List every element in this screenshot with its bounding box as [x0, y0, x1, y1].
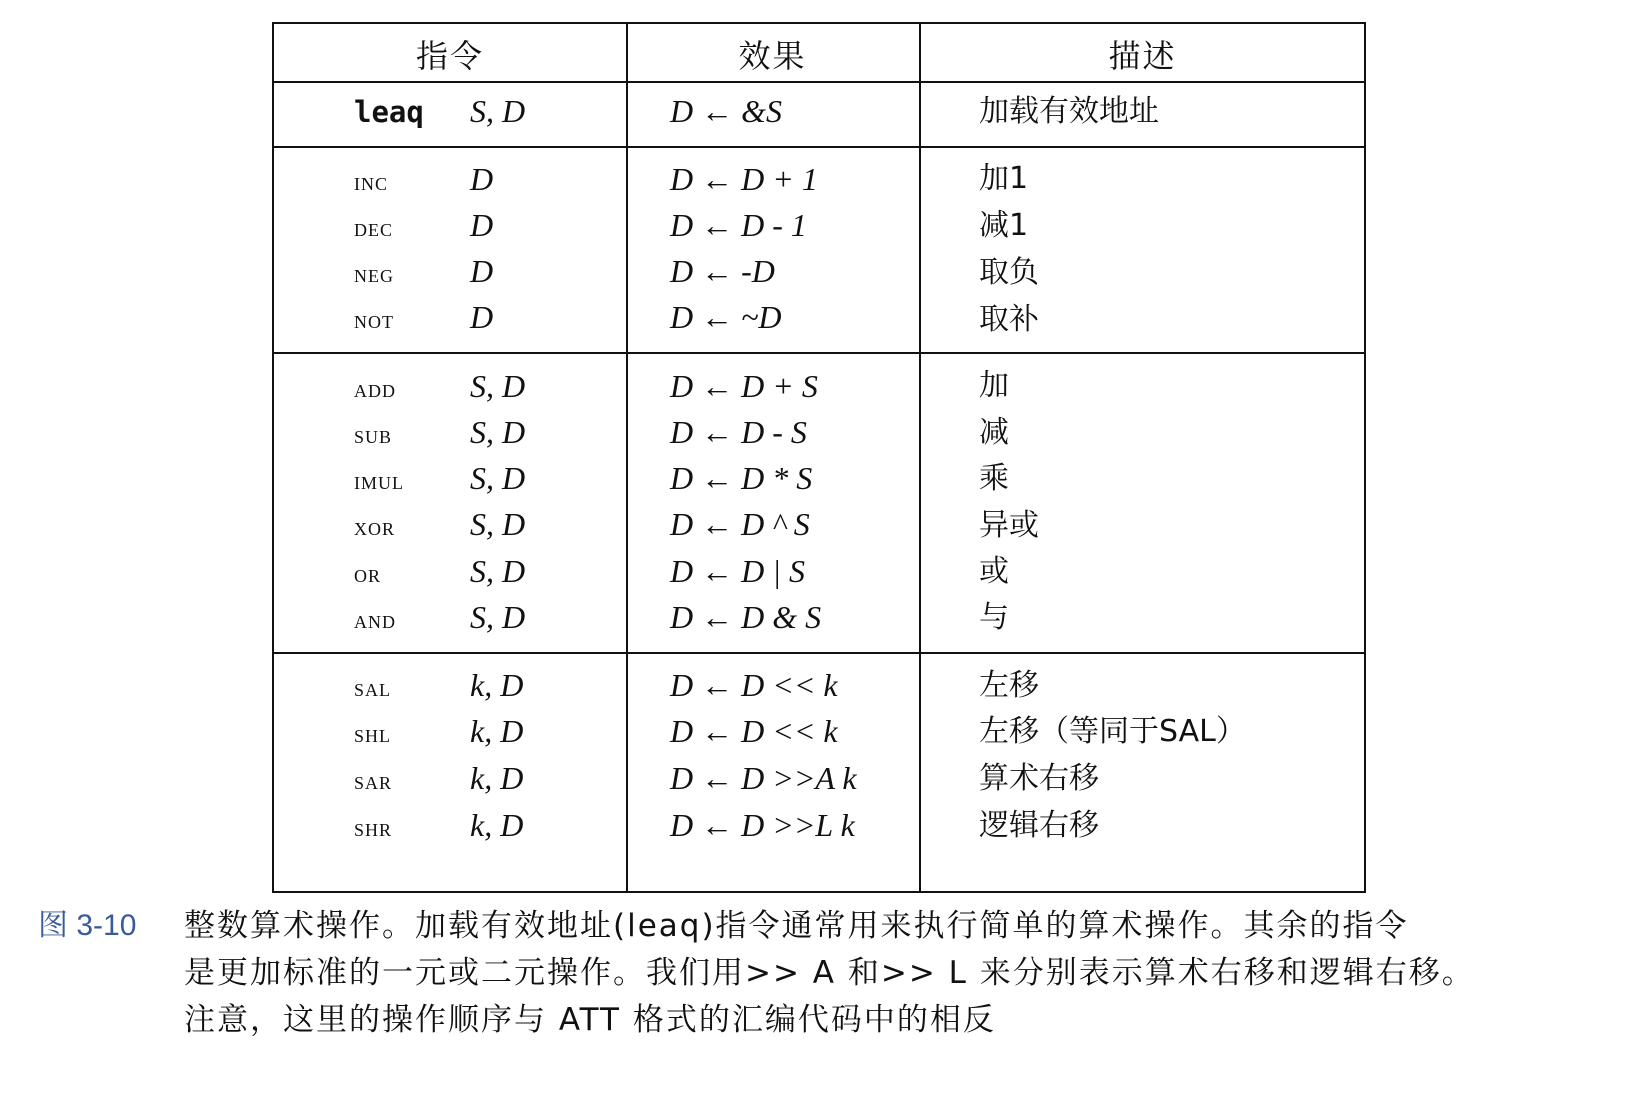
effect: D ← D * S — [670, 460, 813, 496]
effect: D ← D >>L k — [670, 807, 855, 843]
mnemonic: add — [354, 374, 396, 403]
operands: k, D — [470, 760, 524, 796]
operands: S, D — [470, 553, 526, 589]
operands: S, D — [470, 460, 526, 496]
operands: D — [470, 161, 494, 197]
operands: S, D — [470, 93, 526, 129]
effect: D ← D >>A k — [670, 760, 857, 796]
operands: S, D — [470, 414, 526, 450]
operands: k, D — [470, 807, 524, 843]
description: 取补 — [979, 302, 1039, 337]
effect: D ← ~D — [670, 299, 782, 335]
group-divider — [274, 146, 1364, 148]
instruction-table — [272, 22, 1366, 893]
group-divider — [274, 652, 1364, 654]
mnemonic: sal — [354, 673, 392, 702]
caption-line: 注意，这里的操作顺序与 ATT 格式的汇编代码中的相反 — [184, 1002, 996, 1038]
column-divider — [919, 24, 921, 891]
effect: D ← D + S — [670, 368, 818, 404]
description: 逻辑右移 — [979, 808, 1099, 843]
header-description: 描述 — [1108, 37, 1177, 75]
operands: k, D — [470, 713, 524, 749]
effect: D ← D << k — [670, 667, 838, 703]
mnemonic: shr — [354, 813, 393, 842]
mnemonic: or — [354, 559, 382, 588]
operands: S, D — [470, 599, 526, 635]
figure-label: 图 3-10 — [38, 909, 137, 942]
effect: D ← D & S — [670, 599, 822, 635]
mnemonic: neg — [354, 259, 394, 288]
description: 加1 — [979, 161, 1029, 196]
effect: D ← D | S — [670, 553, 806, 589]
operands: D — [470, 299, 494, 335]
operands: S, D — [470, 368, 526, 404]
description: 减1 — [979, 208, 1029, 243]
effect: D ← D ^ S — [670, 506, 810, 542]
mnemonic: xor — [354, 512, 396, 541]
mnemonic: dec — [354, 213, 393, 242]
mnemonic: shl — [354, 719, 392, 748]
operands: D — [470, 207, 494, 243]
description: 与 — [979, 600, 1009, 635]
description: 算术右移 — [979, 761, 1099, 796]
header-instruction: 指令 — [415, 37, 484, 75]
description: 乘 — [979, 461, 1009, 496]
operands: k, D — [470, 667, 524, 703]
column-divider — [626, 24, 628, 891]
mnemonic: imul — [354, 466, 404, 495]
description: 异或 — [979, 508, 1039, 543]
effect: D ← D << k — [670, 713, 838, 749]
effect: D ← D - 1 — [670, 207, 807, 243]
group-divider — [274, 352, 1364, 354]
operands: D — [470, 253, 494, 289]
description: 加 — [979, 368, 1009, 403]
description: 减 — [979, 415, 1009, 450]
description: 加载有效地址 — [979, 94, 1159, 129]
mnemonic: leaq — [354, 95, 424, 129]
caption-line: 是更加标准的一元或二元操作。我们用>> A 和>> L 来分别表示算术右移和逻辑右移。 — [184, 955, 1475, 991]
description: 或 — [979, 554, 1009, 589]
effect: D ← D + 1 — [670, 161, 818, 197]
effect: D ← D - S — [670, 414, 807, 450]
operands: S, D — [470, 506, 526, 542]
description: 左移（等同于SAL） — [979, 714, 1246, 749]
caption-line: 整数算术操作。加载有效地址(leaq)指令通常用来执行简单的算术操作。其余的指令 — [184, 908, 1409, 944]
description: 取负 — [979, 255, 1039, 290]
effect: D ← -D — [670, 253, 775, 289]
description: 左移 — [979, 668, 1039, 703]
mnemonic: inc — [354, 167, 388, 196]
mnemonic: sar — [354, 766, 393, 795]
mnemonic: and — [354, 605, 396, 634]
header-effect: 效果 — [738, 37, 807, 75]
mnemonic: sub — [354, 420, 393, 449]
effect: D ← &S — [670, 93, 782, 129]
mnemonic: not — [354, 305, 394, 334]
